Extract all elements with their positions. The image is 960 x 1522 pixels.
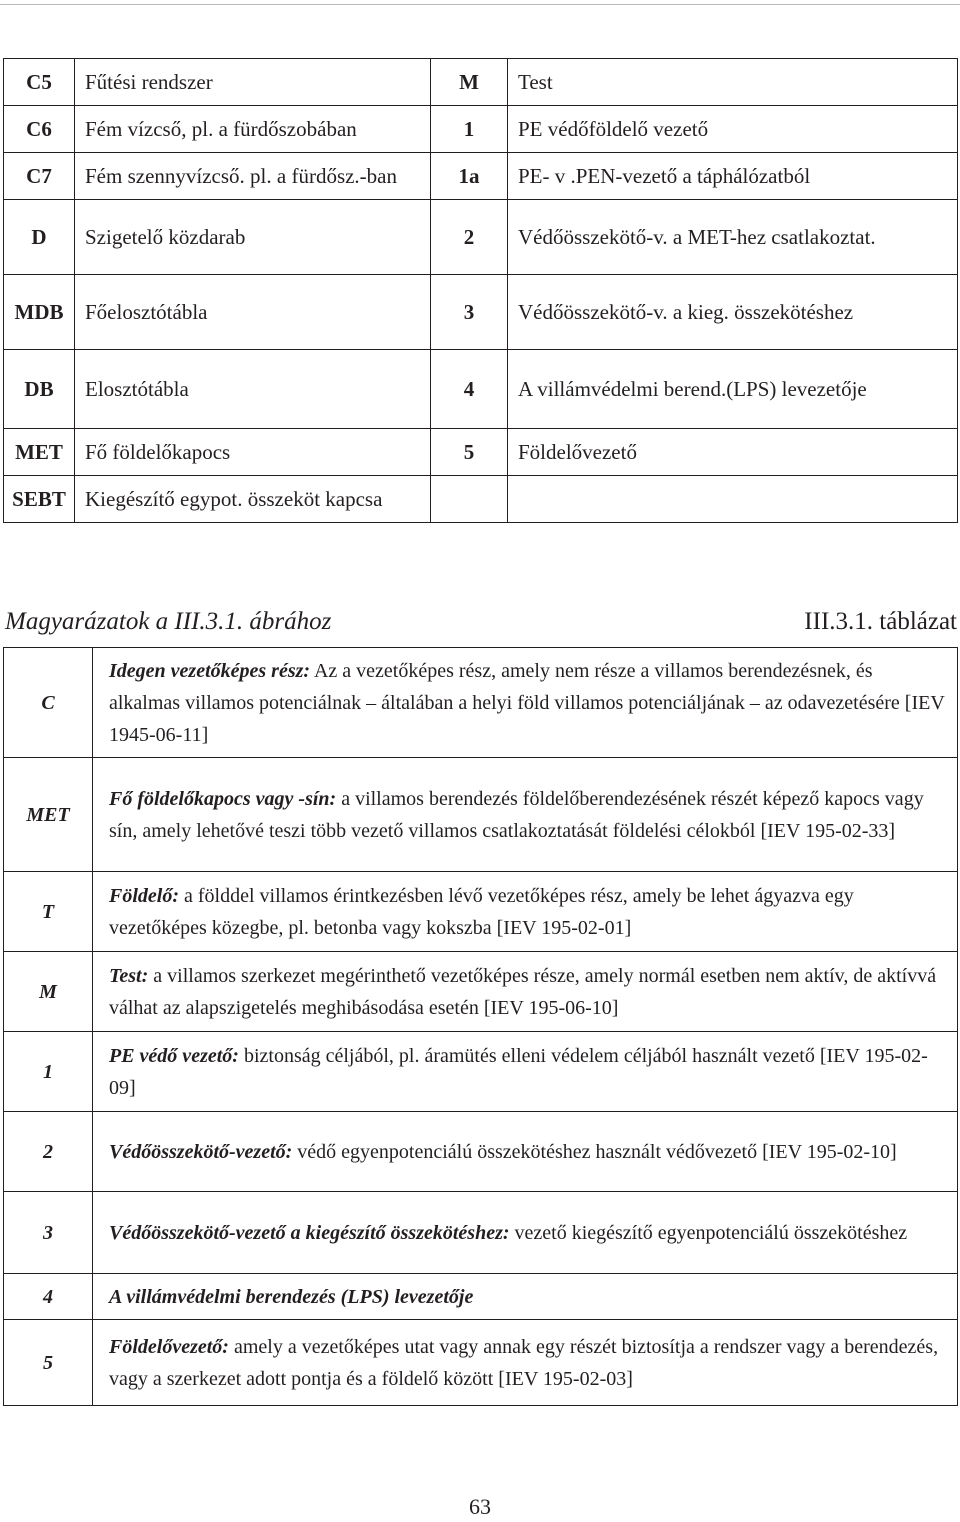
explain-code: T — [4, 872, 93, 952]
table-row — [4, 872, 958, 952]
table-row — [4, 200, 958, 275]
legend-description: Szigetelő közdarab — [75, 200, 431, 275]
explain-code: M — [4, 952, 93, 1032]
explain-code: 2 — [4, 1112, 93, 1192]
legend-number: M — [431, 59, 508, 106]
table-row — [4, 1112, 958, 1192]
explain-text: a villamos szerkezet megérinthető vezetőképes része, amely normál esetben nem aktív, de aktívvá válhat az alapszigetelés meghibásodása esetén [IEV 195-06-10] — [109, 964, 937, 1019]
explain-code: 1 — [4, 1032, 93, 1112]
explain-term: Idegen vezetőképes rész: — [109, 659, 311, 682]
table-row — [4, 350, 958, 429]
explain-text: amely a vezetőképes utat vagy annak egy részét biztosítja a rendszer vagy a berendezés, vagy a szerkezet adott pontja és a földelő között [IEV 195-02-03] — [109, 1335, 939, 1390]
table-row — [4, 476, 958, 523]
legend-description: Fém vízcső, pl. a fürdőszobában — [75, 106, 431, 153]
top-rule — [0, 4, 960, 5]
explain-term: Test: — [109, 964, 149, 987]
table-row — [4, 275, 958, 350]
legend-number: 5 — [431, 429, 508, 476]
legend-number-description: PE védőföldelő vezető — [508, 106, 958, 153]
legend-code: C6 — [4, 106, 75, 153]
explain-code: MET — [4, 758, 93, 872]
table-row — [4, 1274, 958, 1320]
legend-code: MET — [4, 429, 75, 476]
explain-text: biztonság céljából, pl. áramütés elleni védelem céljából használt vezető [IEV 195-02-09] — [109, 1044, 928, 1099]
explain-term: Fő földelőkapocs vagy -sín: — [109, 787, 337, 810]
explain-term: Földelővezető: — [109, 1335, 229, 1358]
table-row — [4, 648, 958, 758]
table-row — [4, 952, 958, 1032]
explain-code: 5 — [4, 1320, 93, 1406]
explain-cell — [93, 952, 958, 1032]
explain-text: a villamos berendezés földelőberendezésének részét képező kapocs vagy sín, amely lehetővé teszi több vezető villamos csatlakoztatását földelési célokból [IEV 195-02-33] — [109, 787, 924, 842]
table-row — [4, 1032, 958, 1112]
explain-text: a földdel villamos érintkezésben lévő vezetőképes rész, amely be lehet ágyazva egy vezetőképes közegbe, pl. betonba vagy kokszba [IEV 195-02-01] — [109, 884, 854, 939]
legend-description: Fő földelőkapocs — [75, 429, 431, 476]
legend-number-description: Földelővezető — [508, 429, 958, 476]
table-row — [4, 153, 958, 200]
explain-term: A villámvédelmi berendezés (LPS) levezetője — [109, 1285, 474, 1308]
legend-description: Elosztótábla — [75, 350, 431, 429]
legend-number-description — [508, 476, 958, 523]
table-row — [4, 59, 958, 106]
explain-code: 3 — [4, 1192, 93, 1274]
legend-number: 2 — [431, 200, 508, 275]
table-row — [4, 758, 958, 872]
explain-term: Földelő: — [109, 884, 179, 907]
explain-term: Védőösszekötő-vezető: — [109, 1140, 293, 1163]
legend-code: C7 — [4, 153, 75, 200]
explain-code: C — [4, 648, 93, 758]
table-row — [4, 1320, 958, 1406]
explain-cell — [93, 1320, 958, 1406]
explain-cell — [93, 1032, 958, 1112]
legend-number-description: Test — [508, 59, 958, 106]
legend-description: Fém szennyvízcső. pl. a fürdősz.-ban — [75, 153, 431, 200]
legend-description: Kiegészítő egypot. összeköt kapcsa — [75, 476, 431, 523]
legend-code: MDB — [4, 275, 75, 350]
explain-text: vezető kiegészítő egyenpotenciálú összekötéshez — [509, 1221, 908, 1244]
legend-code: C5 — [4, 59, 75, 106]
legend-code: DB — [4, 350, 75, 429]
explain-term: Védőösszekötő-vezető a kiegészítő összekötéshez: — [109, 1221, 510, 1244]
explain-text: védő egyenpotenciálú összekötéshez használt védővezető [IEV 195-02-10] — [292, 1140, 897, 1163]
legend-code: SEBT — [4, 476, 75, 523]
explain-cell — [93, 648, 958, 758]
table-row — [4, 1192, 958, 1274]
legend-number: 3 — [431, 275, 508, 350]
legend-number: 1 — [431, 106, 508, 153]
table-row — [4, 429, 958, 476]
explain-term: PE védő vezető: — [109, 1044, 239, 1067]
page-number: 63 — [469, 1494, 491, 1519]
explain-cell — [93, 1274, 958, 1320]
explain-cell — [93, 1112, 958, 1192]
table-reference: III.3.1. táblázat — [804, 608, 957, 635]
explain-code: 4 — [4, 1274, 93, 1320]
legend-number-description: Védőösszekötő-v. a MET-hez csatlakoztat. — [508, 200, 958, 275]
explanations-table — [3, 647, 958, 1406]
legend-code: D — [4, 200, 75, 275]
explain-cell — [93, 872, 958, 952]
legend-table — [3, 58, 958, 523]
legend-number-description: A villámvédelmi berend.(LPS) levezetője — [508, 350, 958, 429]
legend-description: Fűtési rendszer — [75, 59, 431, 106]
explain-text: Az a vezetőképes rész, amely nem része a villamos berendezésnek, és alkalmas villamos potenciálnak – általában a helyi föld villamos potenciáljának – az odavezetésére [IEV 1945-06-11] — [109, 659, 945, 746]
legend-number: 4 — [431, 350, 508, 429]
explain-cell — [93, 758, 958, 872]
legend-number: 1a — [431, 153, 508, 200]
legend-description: Főelosztótábla — [75, 275, 431, 350]
legend-number — [431, 476, 508, 523]
legend-number-description: PE- v .PEN-vezető a táphálózatból — [508, 153, 958, 200]
section-title: Magyarázatok a III.3.1. ábrához — [5, 608, 332, 635]
table-row — [4, 106, 958, 153]
explain-cell — [93, 1192, 958, 1274]
legend-number-description: Védőösszekötő-v. a kieg. összekötéshez — [508, 275, 958, 350]
